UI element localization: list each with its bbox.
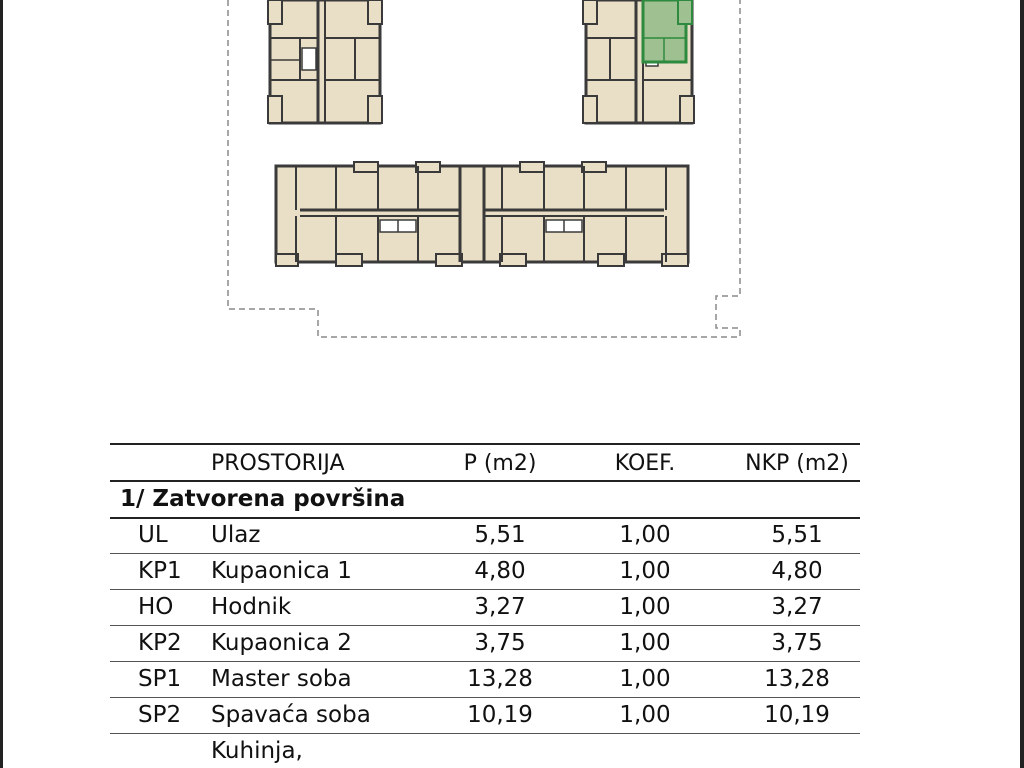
row-code: KP1 bbox=[138, 558, 182, 584]
header-area: P (m2) bbox=[463, 451, 537, 476]
table-top-rule bbox=[110, 443, 860, 445]
row-name: Kupaonica 2 bbox=[211, 630, 352, 656]
row-divider bbox=[110, 625, 860, 626]
row-coef: 1,00 bbox=[619, 702, 671, 728]
row-name: Spavaća soba bbox=[211, 702, 371, 728]
row-coef: 1,00 bbox=[619, 630, 671, 656]
row-code: SP1 bbox=[138, 666, 182, 692]
row-divider bbox=[110, 661, 860, 662]
row-name: Hodnik bbox=[211, 594, 292, 620]
row-area: 3,75 bbox=[474, 630, 526, 656]
row-divider bbox=[110, 589, 860, 590]
building-c bbox=[276, 162, 688, 266]
header-bottom-rule bbox=[110, 480, 860, 482]
header-room: PROSTORIJA bbox=[211, 451, 345, 476]
building-b bbox=[583, 0, 694, 123]
row-name: Master soba bbox=[211, 666, 352, 692]
header-net-area: NKP (m2) bbox=[745, 451, 849, 476]
row-coef: 1,00 bbox=[619, 558, 671, 584]
header-coef: KOEF. bbox=[614, 451, 676, 476]
row-net-area: 5,51 bbox=[771, 522, 823, 548]
row-net-area: 3,75 bbox=[771, 630, 823, 656]
building-a bbox=[268, 0, 382, 123]
row-name: Ulaz bbox=[211, 522, 261, 548]
row-divider bbox=[110, 733, 860, 734]
row-area: 5,51 bbox=[474, 522, 526, 548]
row-area: 10,19 bbox=[467, 702, 533, 728]
row-coef: 1,00 bbox=[619, 666, 671, 692]
row-code: UL bbox=[138, 522, 168, 548]
row-divider bbox=[110, 697, 860, 698]
row-net-area: 13,28 bbox=[764, 666, 830, 692]
row-code: HO bbox=[138, 594, 174, 620]
row-coef: 1,00 bbox=[619, 594, 671, 620]
row-net-area: 3,27 bbox=[771, 594, 823, 620]
row-name: Kupaonica 1 bbox=[211, 558, 352, 584]
row-area: 13,28 bbox=[467, 666, 533, 692]
row-coef: 1,00 bbox=[619, 522, 671, 548]
row-divider bbox=[110, 553, 860, 554]
row-code: SP2 bbox=[138, 702, 182, 728]
row-area: 4,80 bbox=[474, 558, 526, 584]
section-title: 1/ Zatvorena površina bbox=[120, 486, 406, 512]
site-plan bbox=[0, 0, 1024, 345]
row-net-area: 4,80 bbox=[771, 558, 823, 584]
section-bottom-rule bbox=[110, 517, 860, 519]
row-area: 3,27 bbox=[474, 594, 526, 620]
row-name-partial: Kuhinja, bbox=[211, 738, 303, 764]
row-net-area: 10,19 bbox=[764, 702, 830, 728]
row-code: KP2 bbox=[138, 630, 182, 656]
